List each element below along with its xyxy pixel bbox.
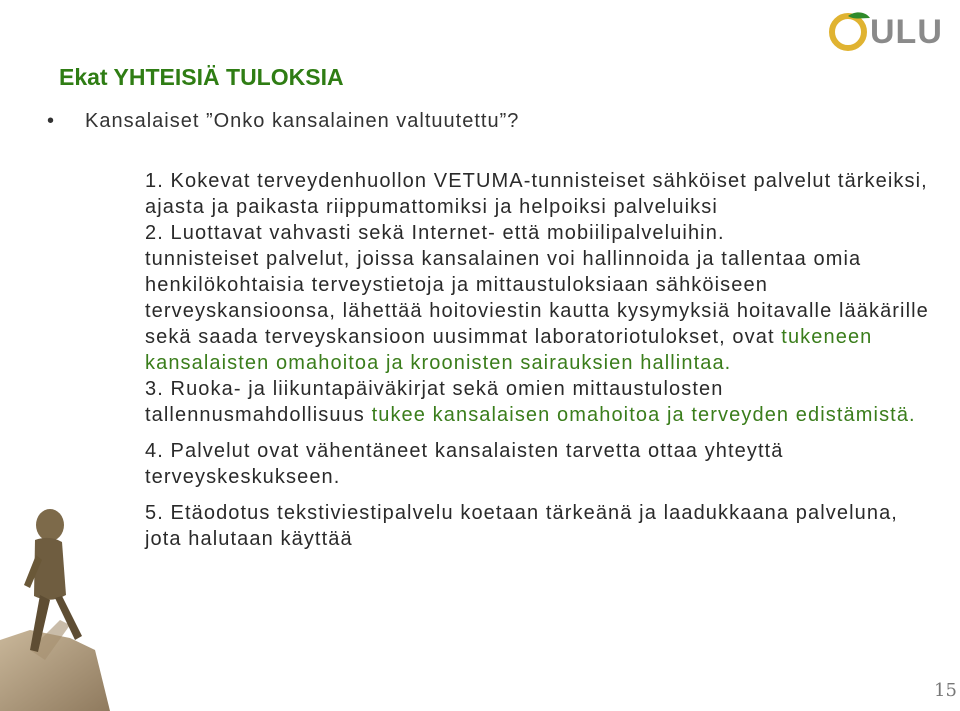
list-item: 2. Luottavat vahvasti sekä Internet- että mobiilipalveluihin.	[145, 222, 725, 244]
logo-wordmark: ULU	[870, 13, 943, 51]
oulu-logo-icon	[826, 8, 872, 54]
list-item: 1. Kokevat terveydenhuollon VETUMA-tunnisteiset sähköiset palvelut tärkeiksi, ajasta ja paikasta riippumattomiksi ja helpoiksi palveluiksi	[145, 170, 928, 218]
list-item: 4. Palvelut ovat vähentäneet kansalaisten tarvetta ottaa yhteyttä terveyskeskukseen.	[145, 440, 784, 488]
list-item: 3. Ruoka- ja liikuntapäiväkirjat sekä omien mittaustulosten tallennusmahdollisuus tukee kansalaisen omahoitoa ja terveyden edistämistä.	[145, 378, 916, 426]
highlight-text: tukeneen kansalaisten omahoitoa ja kroonisten sairauksien hallintaa.	[145, 326, 873, 374]
bullet-text: Kansalaiset ”Onko kansalainen valtuutettu”?	[85, 110, 520, 132]
bullet-dot-icon: •	[47, 110, 56, 132]
slide-title: Ekat YHTEISIÄ TULOKSIA	[59, 64, 344, 90]
results-list	[145, 168, 935, 552]
page-number: 15	[934, 680, 957, 701]
list-item: 5. Etäodotus tekstiviestipalvelu koetaan tärkeänä ja laadukkaana palveluna, jota halutaan käyttää	[145, 502, 898, 550]
oulu-logo	[826, 8, 950, 54]
statue-image	[0, 500, 110, 711]
highlight-text: tukee kansalaisen omahoitoa ja terveyden edistämistä.	[371, 404, 916, 426]
list-item: tunnisteiset palvelut, joissa kansalainen voi hallinnoida ja tallentaa omia henkilökohtaisia terveystietoja ja mittaustuloksiaan sähköiseen terveyskansioonsa, lähettää hoitoviestin kautta kysymyksiä hoitavalle lääkärille sekä saada terveyskansioon uusimmat laboratoriotulokset, ovat tukeneen kansalaisten omahoitoa ja kroonisten sairauksien hallintaa.	[145, 248, 929, 374]
